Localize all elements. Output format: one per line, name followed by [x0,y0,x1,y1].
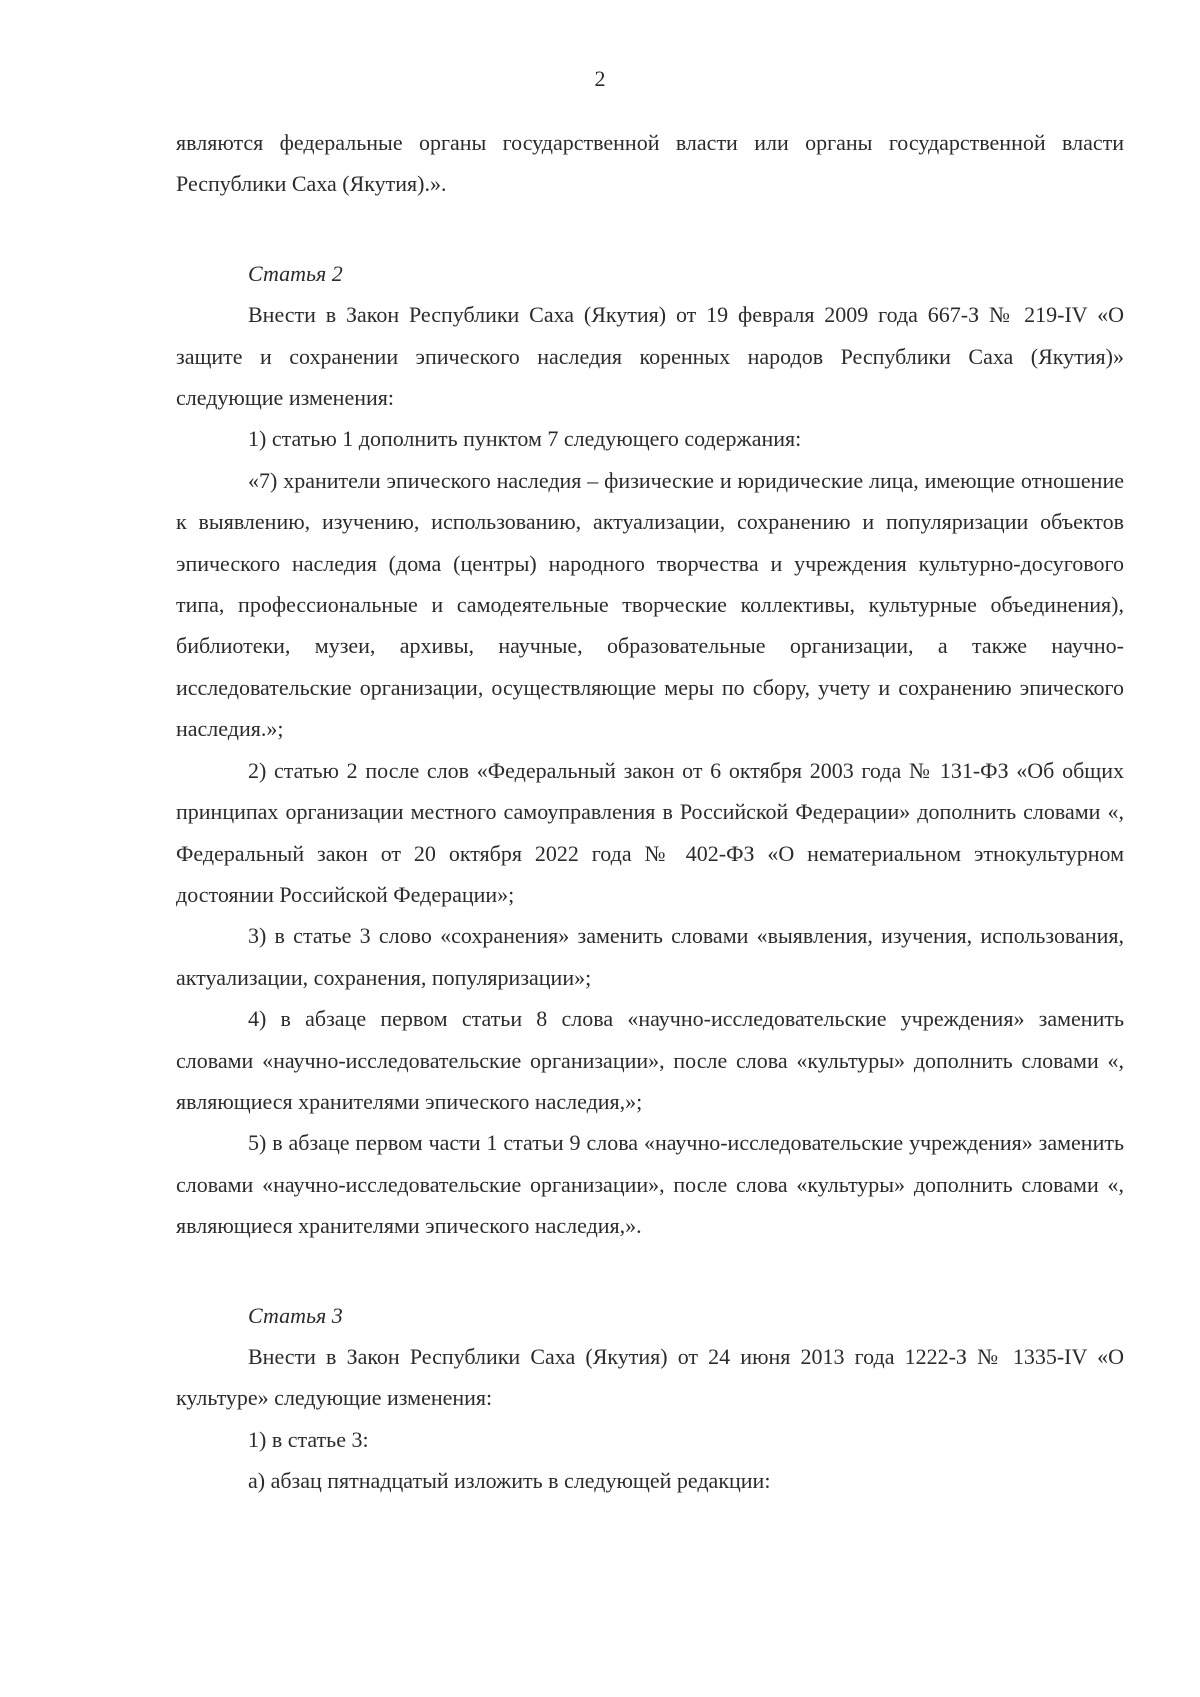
section-spacer [176,205,1124,253]
article-2-item-1: 1) статью 1 дополнить пунктом 7 следующего содержания: [248,426,802,452]
article-3-item-1a: а) абзац пятнадцатый изложить в следующей редакции: [248,1468,771,1494]
document-body [176,122,1124,1502]
article-2-item-4: 4) в абзаце первом статьи 8 слова «научно-исследовательские учреждения» заменить словами «научно-исследовательские организации», после слова «культуры» дополнить словами «, являющиеся хранителями эпического наследия,»; [176,1006,1124,1114]
article-3-item-1: 1) в статье 3: [248,1426,369,1452]
article-3-heading: Статья 3 [248,1302,343,1328]
article-2-heading: Статья 2 [248,260,343,286]
article-2-item-1-text: «7) хранители эпического наследия – физические и юридические лица, имеющие отношение к выявлению, изучению, использованию, актуализации, сохранению и популяризации объектов эпического наследия (дома (центры) народного творчества и учреждения культурно-досугового типа, профессиональные и самодеятельные творческие коллективы, культурные объединения), библиотеки, музеи, архивы, научные, образовательные организации, а также научно-исследовательские организации, осуществляющие меры по сбору, учету и сохранению эпического наследия.»; [176,467,1124,742]
article-3-paragraph: Внести в Закон Республики Саха (Якутия) от 24 июня 2013 года 1222-З № 1335-IV «О культуре» следующие изменения: [176,1343,1124,1411]
article-2-item-3: 3) в статье 3 слово «сохранения» заменить словами «выявления, изучения, использования, актуализации, сохранения, популяризации»; [176,923,1124,990]
article-2-item-5: 5) в абзаце первом части 1 статьи 9 слова «научно-исследовательские учреждения» заменить словами «научно-исследовательские организации», после слова «культуры» дополнить словами «, являющиеся хранителями эпического наследия,». [176,1130,1124,1239]
article-2-item-2: 2) статью 2 после слов «Федеральный закон от 6 октября 2003 года № 131-ФЗ «Об общих принципах организации местного самоуправления в Российской Федерации» дополнить словами «, Федеральный закон от 20 октября 2022 года № 402-ФЗ «О нематериальном этнокультурном достоянии Российской Федерации»; [176,757,1124,907]
intro-paragraph: являются федеральные органы государственной власти или органы государственной власти Республики Саха (Якутия).». [176,130,1124,197]
section-spacer [176,1247,1124,1295]
page-number: 2 [594,66,606,91]
article-2-paragraph: Внести в Закон Республики Саха (Якутия) от 19 февраля 2009 года 667-З № 219-IV «О защите и сохранении эпического наследия коренных народов Республики Саха (Якутия)» следующие изменения: [176,302,1124,411]
